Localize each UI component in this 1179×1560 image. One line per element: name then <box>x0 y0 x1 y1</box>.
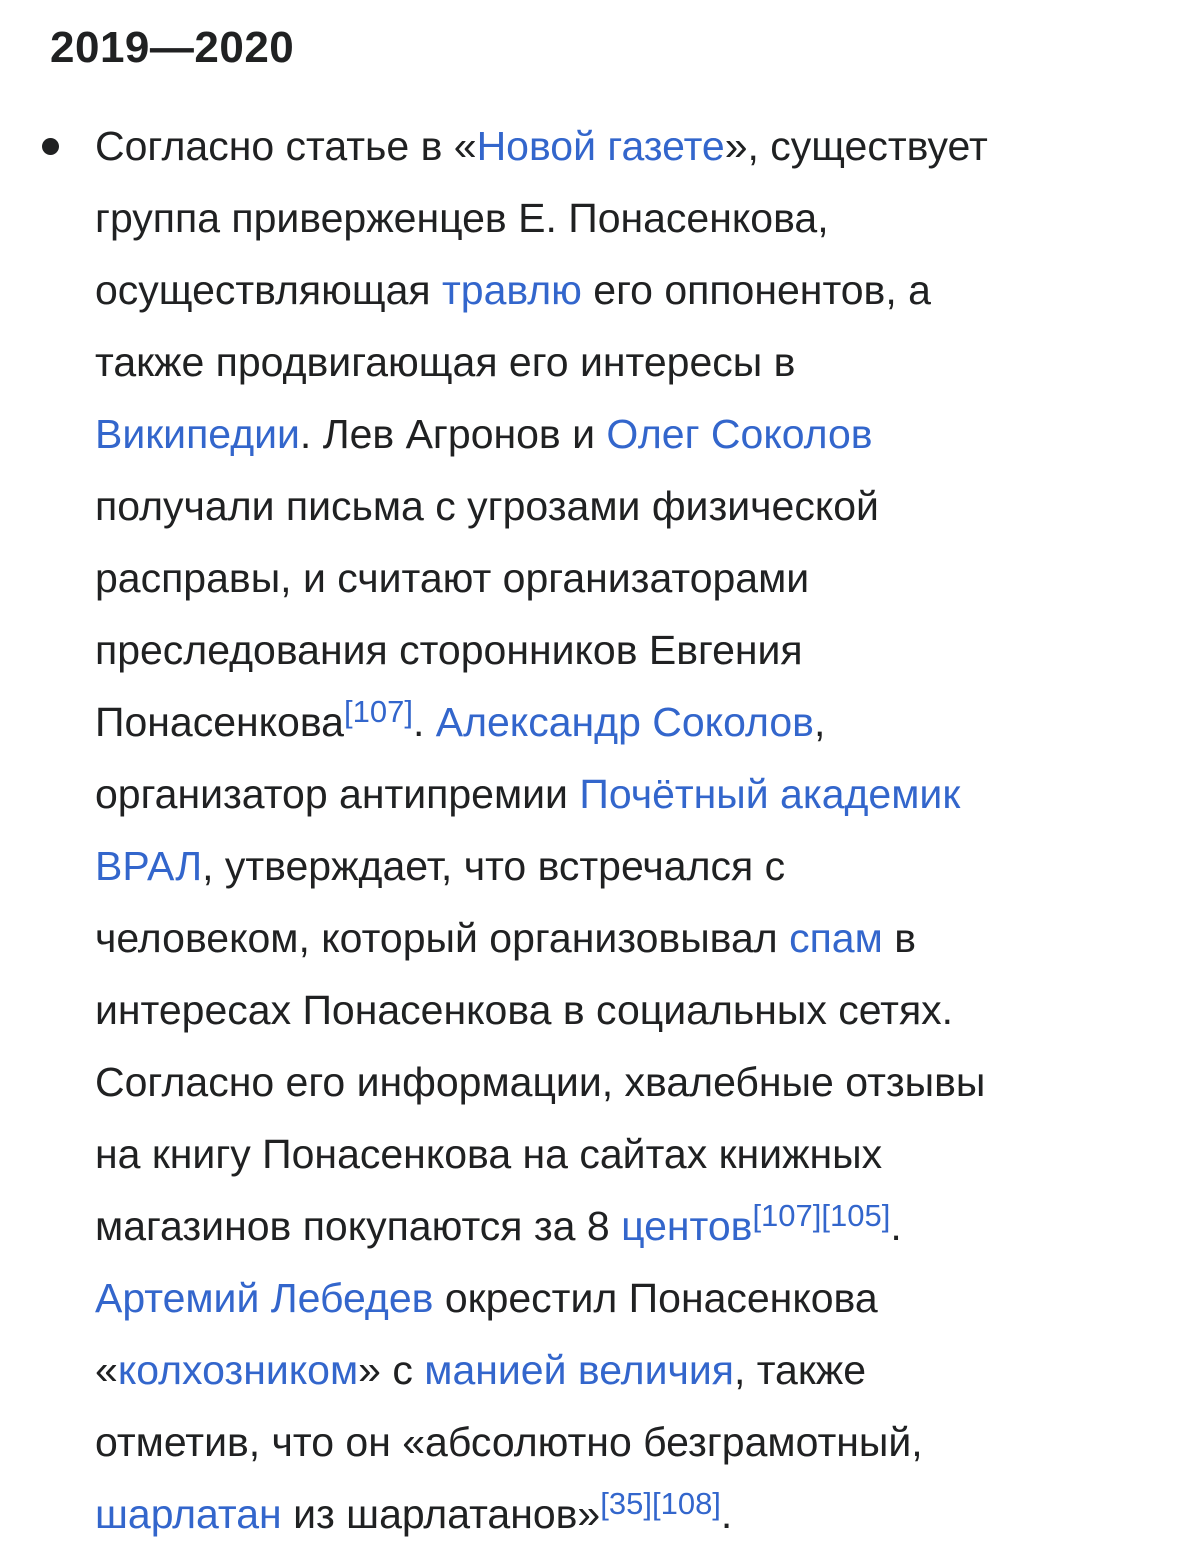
text-run: », существует <box>724 123 988 169</box>
link-novaya-gazeta[interactable]: Новой газете <box>476 123 725 169</box>
text-line-8 <box>95 614 1155 686</box>
list-item-paragraph <box>95 110 1155 1550</box>
text-line-11 <box>95 830 1155 902</box>
link-oleg-sokolov[interactable]: Олег Соколов <box>606 411 873 457</box>
text-run: из шарлатанов» <box>281 1491 601 1537</box>
link-sharlatan[interactable]: шарлатан <box>95 1491 282 1537</box>
text-run: его оппонентов, а <box>581 267 931 313</box>
text-run: группа приверженцев Е. Понасенкова, <box>95 195 829 241</box>
text-line-12 <box>95 902 1155 974</box>
text-run: организатор антипремии <box>95 771 580 817</box>
text-line-19 <box>95 1406 1155 1478</box>
reference-108[interactable]: [108] <box>651 1486 721 1521</box>
text-run: . <box>890 1203 902 1249</box>
text-run: получали письма с угрозами физической <box>95 483 879 529</box>
text-line-5 <box>95 398 1155 470</box>
link-wikipedia[interactable]: Википедии <box>95 411 300 457</box>
text-line-9 <box>95 686 1155 758</box>
text-run: . Лев Агронов и <box>299 411 607 457</box>
text-run: . <box>720 1491 733 1537</box>
text-run: , также <box>733 1347 867 1393</box>
text-run: . <box>412 699 436 745</box>
text-run: Понасенкова <box>95 699 344 745</box>
text-line-10 <box>95 758 1155 830</box>
link-pochetny-akademik[interactable]: Почётный академик <box>579 771 961 817</box>
link-cent[interactable]: центов <box>621 1203 753 1249</box>
text-line-14 <box>95 1046 1155 1118</box>
link-artemy-lebedev[interactable]: Артемий Лебедев <box>95 1275 434 1321</box>
text-run: Согласно статье в « <box>95 123 477 169</box>
text-line-13 <box>95 974 1155 1046</box>
text-line-4 <box>95 326 1155 398</box>
text-run: осуществляющая <box>95 267 442 313</box>
text-line-20 <box>95 1478 1155 1550</box>
text-run: также продвигающая его интересы в <box>95 339 796 385</box>
text-run: человеком, который организовывал <box>95 915 790 961</box>
reference-105[interactable]: [105] <box>821 1198 891 1233</box>
text-line-18 <box>95 1334 1155 1406</box>
text-run: преследования сторонников Евгения <box>95 627 803 673</box>
text-run: , утверждает, что встречался с <box>202 843 786 889</box>
list-bullet <box>42 138 59 155</box>
text-line-15 <box>95 1118 1155 1190</box>
text-run: интересах Понасенкова в социальных сетях. <box>95 987 954 1033</box>
reference-107[interactable]: [107] <box>343 694 413 729</box>
text-line-6 <box>95 470 1155 542</box>
text-run: в <box>882 915 916 961</box>
text-run: отметив, что он «абсолютно безграмотный, <box>95 1419 923 1465</box>
text-run: магазинов покупаются за 8 <box>95 1203 622 1249</box>
text-line-1 <box>95 110 1155 182</box>
link-vral[interactable]: ВРАЛ <box>95 843 203 889</box>
text-run: , <box>813 699 826 745</box>
link-mania-velichiya[interactable]: манией величия <box>424 1347 734 1393</box>
text-line-2 <box>95 182 1155 254</box>
text-run: Согласно его информации, хвалебные отзывы <box>95 1059 986 1105</box>
text-run: » с <box>358 1347 425 1393</box>
reference-107[interactable]: [107] <box>752 1198 822 1233</box>
reference-35[interactable]: [35] <box>600 1486 652 1521</box>
section-heading: 2019—2020 <box>50 23 295 72</box>
link-travlya[interactable]: травлю <box>442 267 582 313</box>
text-line-3 <box>95 254 1155 326</box>
text-line-16 <box>95 1190 1155 1262</box>
link-spam[interactable]: спам <box>789 915 883 961</box>
text-line-7 <box>95 542 1155 614</box>
link-kolkhoznik[interactable]: колхозником <box>117 1347 359 1393</box>
text-line-17 <box>95 1262 1155 1334</box>
text-run: окрестил Понасенкова <box>433 1275 878 1321</box>
text-run: « <box>95 1347 118 1393</box>
text-run: расправы, и считают организаторами <box>95 555 810 601</box>
text-run: на книгу Понасенкова на сайтах книжных <box>95 1131 883 1177</box>
link-aleksandr-sokolov[interactable]: Александр Соколов <box>435 699 814 745</box>
